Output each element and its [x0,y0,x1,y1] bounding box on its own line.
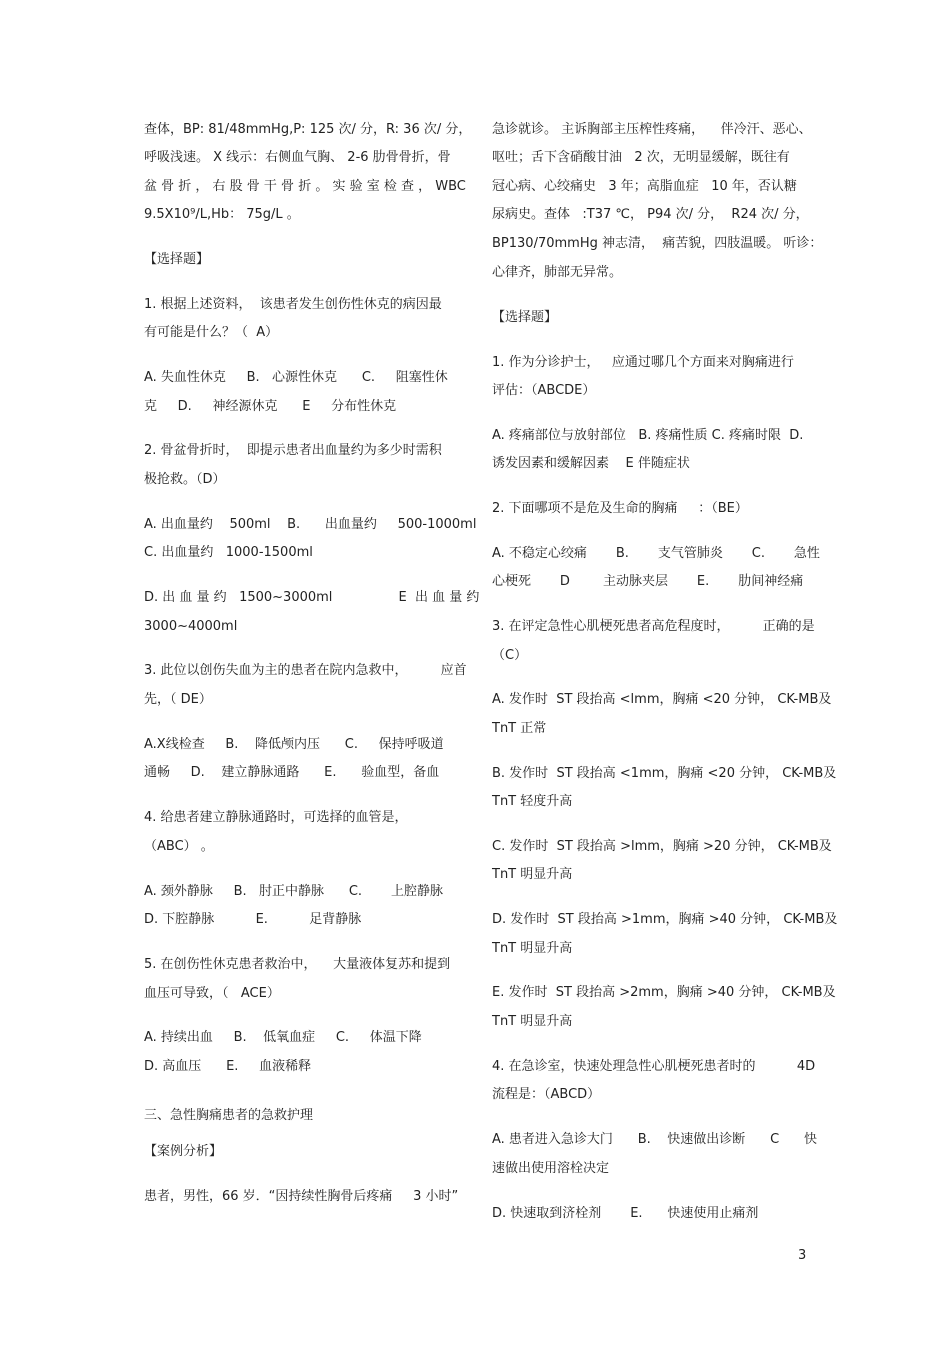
text-line: 2. 下面哪项不是危及生命的胸痛 ：（BE） [492,501,748,516]
text-line: 3. 此位以创伤失血为主的患者在院内急救中， 应首 [144,663,467,678]
text-line: 急诊就诊。 主诉胸部主压榨性疼痛， 伴冷汗、恶心、 [492,122,812,137]
text-line: 先，（ DE） [144,692,212,707]
text-line: （C） [492,648,528,663]
text-line: C. 出血量约 1000-1500ml [144,545,313,560]
text-line: A. 患者进入急诊大门 B. 快速做出诊断 C 快 [492,1132,817,1147]
text-line: A. 发作时 ST 段抬高 <lmm，胸痛 <20 分钟， CK-MB及 [492,692,832,707]
text-line: E. 发作时 ST 段抬高 >2mm，胸痛 >40 分钟， CK-MB及 [492,985,836,1000]
text-line: 3000~4000ml [144,619,238,634]
text-line: 克 D. 神经源休克 E 分布性休克 [144,399,397,414]
text-line: 有可能是什么？（ A） [144,325,279,340]
text-line: 心律齐，肺部无异常。 [492,265,623,280]
text-line: 极抢救。（D） [144,472,226,487]
text-line: A. 出血量约 500ml B. 出血量约 500-1000ml [144,517,477,532]
text-line: TnT 明显升高 [492,941,573,956]
text-line: 血压可导致，（ ACE） [144,986,280,1001]
text-line: 【选择题】 [492,310,558,325]
text-line: 9.5X10⁹/L,Hb： 75g/L 。 [144,207,300,222]
text-line: TnT 明显升高 [492,867,573,882]
text-line: D. 发作时 ST 段抬高 >1mm，胸痛 >40 分钟， CK-MB及 [492,912,838,927]
text-line: D. 快速取到济栓剂 E. 快速使用止痛剂 [492,1206,759,1221]
text-line: 【选择题】 [144,252,210,267]
text-line: 2. 骨盆骨折时， 即提示患者出血量约为多少时需积 [144,443,442,458]
text-line: BP130/70mmHg 神志清， 痛苦貌，四肢温暖。 听诊： [492,236,823,251]
text-line: 1. 根据上述资料， 该患者发生创伤性休克的病因最 [144,297,442,312]
text-line: 查体，BP: 81/48mmHg,P: 125 次/ 分，R: 36 次/ 分， [144,122,472,137]
text-line: C. 发作时 ST 段抬高 >lmm，胸痛 >20 分钟， CK-MB及 [492,839,832,854]
text-line: 1. 作为分诊护士， 应通过哪几个方面来对胸痛进行 [492,355,794,370]
text-line: TnT 正常 [492,721,547,736]
text-line: 呕吐；舌下含硝酸甘油 2 次，无明显缓解，既往有 [492,150,790,165]
text-line: D. 出 血 量 约 1500~3000ml E 出 血 量 约 [144,590,480,605]
text-line: TnT 轻度升高 [492,794,573,809]
text-line: A.X线检查 B. 降低颅内压 C. 保持呼吸道 [144,737,444,752]
text-line: 速做出使用溶栓决定 [492,1161,610,1176]
text-line: 5. 在创伤性休克患者救治中， 大量液体复苏和提到 [144,957,451,972]
text-line: 3. 在评定急性心肌梗死患者高危程度时， 正确的是 [492,619,815,634]
text-line: 流程是：（ABCD） [492,1087,601,1102]
text-line: 4. 在急诊室，快速处理急性心肌梗死患者时的 4D [492,1059,816,1074]
text-line: A. 持续出血 B. 低氧血症 C. 体温下降 [144,1030,422,1045]
text-line: 患者，男性，66 岁．“因持续性胸骨后疼痛 3 小时” [144,1189,459,1204]
text-line: 心梗死 D 主动脉夹层 E. 肋间神经痛 [492,574,804,589]
text-line: 盆 骨 折 ， 右 股 骨 干 骨 折 。 实 验 室 检 查 ， WBC [144,179,466,194]
text-line: 尿病史。查体 :T37 ℃， P94 次/ 分， R24 次/ 分， [492,207,809,222]
text-line: A. 不稳定心绞痛 B. 支气管肺炎 C. 急性 [492,546,820,561]
text-line: A. 颈外静脉 B. 肘正中静脉 C. 上腔静脉 [144,884,443,899]
text-line: （ABC） 。 [144,839,214,854]
page-number: 3 [798,1248,807,1263]
text-line: 4. 给患者建立静脉通路时，可选择的血管是， [144,810,408,825]
text-line: 通畅 D. 建立静脉通路 E. 验血型，备血 [144,765,440,780]
text-line: TnT 明显升高 [492,1014,573,1029]
text-line: 冠心病、心绞痛史 3 年；高脂血症 10 年，否认糖 [492,179,797,194]
text-line: D. 下腔静脉 E. 足背静脉 [144,912,362,927]
text-line: B. 发作时 ST 段抬高 <1mm，胸痛 <20 分钟， CK-MB及 [492,766,837,781]
text-line: 诱发因素和缓解因素 E 伴随症状 [492,456,690,471]
text-line: D. 高血压 E. 血液稀释 [144,1059,312,1074]
text-line: 呼吸浅速。 X 线示：右侧血气胸、 2-6 肋骨骨折，骨 [144,150,451,165]
text-line: 三、急性胸痛患者的急救护理 [144,1108,314,1123]
text-line: A. 失血性休克 B. 心源性休克 C. 阻塞性休 [144,370,448,385]
text-line: 【案例分析】 [144,1144,223,1159]
text-line: A. 疼痛部位与放射部位 B. 疼痛性质 C. 疼痛时限 D. [492,428,804,443]
text-line: 评估：（ABCDE） [492,383,596,398]
